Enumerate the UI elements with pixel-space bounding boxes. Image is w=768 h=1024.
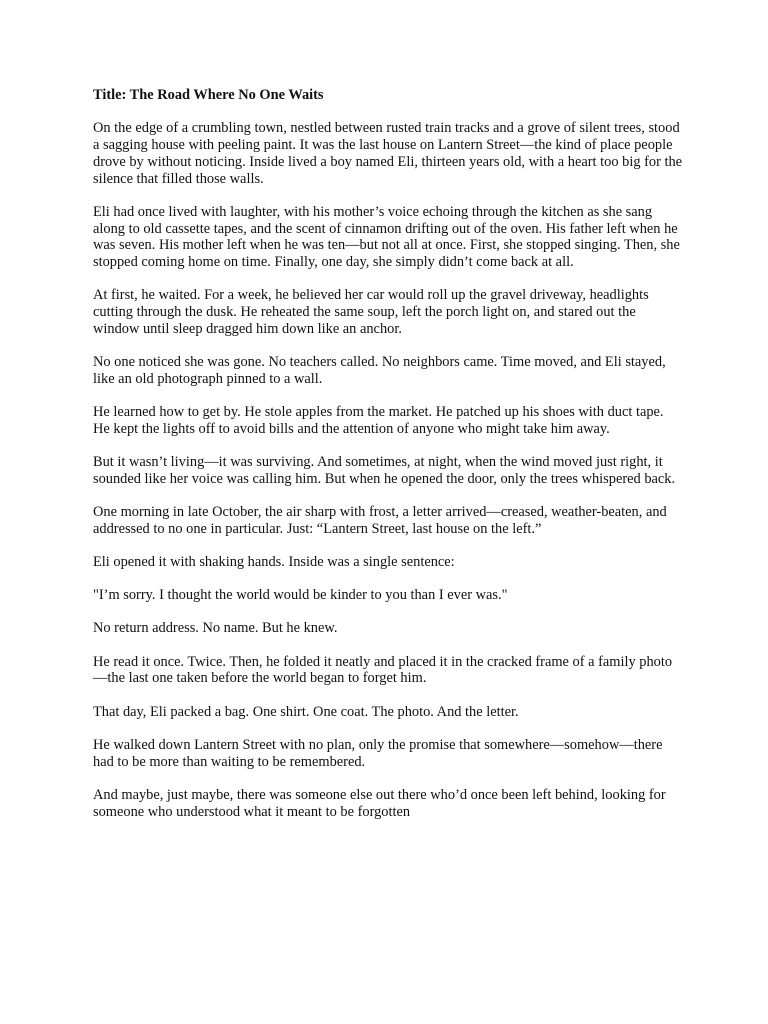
paragraph-8: Eli opened it with shaking hands. Inside was a single sentence:: [93, 554, 455, 571]
document-page: [93, 87, 683, 837]
paragraph-1: On the edge of a crumbling town, nestled between rusted train tracks and a grove of silent trees, stood a sagging house with peeling paint. It was the last house on Lantern Street—the kind of place people drove by without noticing. Inside lived a boy named Eli, thirteen years old, with a heart too big for the silence that filled those walls.: [93, 120, 683, 187]
paragraph-2: Eli had once lived with laughter, with his mother’s voice echoing through the kitchen as she sang along to old cassette tapes, and the scent of cinnamon drifting out of the oven. His father left when he was seven. His mother left when he was ten—but not all at once. First, she stopped singing. Then, she stopped coming home on time. Finally, one day, she simply didn’t come back at all.: [93, 203, 680, 271]
paragraph-4: No one noticed she was gone. No teachers called. No neighbors came. Time moved, and Eli stayed, like an old photograph pinned to a wall.: [93, 354, 666, 387]
paragraph-12: That day, Eli packed a bag. One shirt. One coat. The photo. And the letter.: [93, 703, 519, 720]
paragraph-14: And maybe, just maybe, there was someone else out there who’d once been left behind, looking for someone who understood what it meant to be forgotten: [93, 786, 666, 820]
paragraph-11: He read it once. Twice. Then, he folded it neatly and placed it in the cracked frame of a family photo—the last one taken before the world began to forget him.: [93, 653, 673, 687]
paragraph-6: But it wasn’t living—it was surviving. And sometimes, at night, when the wind moved just right, it sounded like her voice was calling him. But when he opened the door, only the trees whispered back.: [93, 454, 676, 487]
document-title: Title: The Road Where No One Waits: [93, 87, 324, 103]
paragraph-7: One morning in late October, the air sharp with frost, a letter arrived—creased, weather-beaten, and addressed to no one in particular. Just: “Lantern Street, last house on the left.”: [93, 504, 667, 537]
paragraph-9: "I’m sorry. I thought the world would be kinder to you than I ever was.": [93, 587, 508, 604]
paragraph-3: At first, he waited. For a week, he believed her car would roll up the gravel driveway, headlights cutting through the dusk. He reheated the same soup, left the porch light on, and stared out the window until sleep dragged him down like an anchor.: [93, 287, 649, 337]
paragraph-5: He learned how to get by. He stole apples from the market. He patched up his shoes with duct tape. He kept the lights off to avoid bills and the attention of anyone who might take him away.: [93, 404, 664, 437]
paragraph-13: He walked down Lantern Street with no plan, only the promise that somewhere—somehow—there had to be more than waiting to be remembered.: [93, 736, 663, 770]
paragraph-10: No return address. No name. But he knew.: [93, 620, 338, 637]
